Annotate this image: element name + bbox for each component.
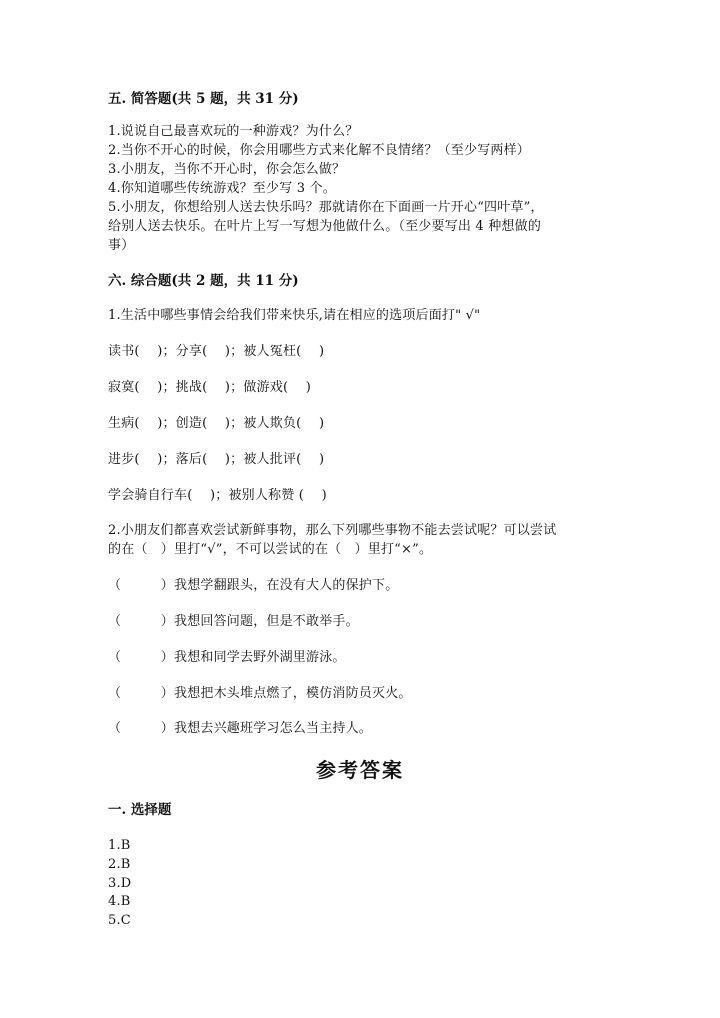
section-5-question-4: 4.你知道哪些传统游戏？至少写 3 个。 (108, 181, 336, 196)
section-6-question-1-prompt: 1.生活中哪些事情会给我们带来快乐,请在相应的选项后面打" √" (108, 308, 481, 323)
answer-key-title: 参考答案 (316, 758, 404, 782)
section-5-question-5-line-3: 事） (108, 238, 135, 253)
answer-item: 3.D (108, 876, 132, 891)
answer-section-1-heading: 一. 选择题 (108, 802, 172, 818)
question-1-row: 生病( )；创造( )；被人欺负( ) (108, 416, 325, 431)
section-5-question-3: 3.小朋友，当你不开心时，你会怎么做？ (108, 162, 346, 177)
question-2-item: （ ）我想和同学去野外湖里游泳。 (108, 650, 346, 665)
question-2-item: （ ）我想学翻跟头，在没有大人的保护下。 (108, 578, 399, 593)
answer-item: 4.B (108, 894, 131, 909)
section-6-heading: 六. 综合题(共 2 题，共 11 分) (108, 273, 299, 289)
section-5-question-5-line-2: 给别人送去快乐。在叶片上写一写想为他做什么。（至少要写出 4 种想做的 (108, 219, 542, 234)
answer-item: 5.C (108, 913, 131, 928)
section-5-heading: 五. 简答题(共 5 题，共 31 分) (108, 91, 299, 107)
section-6-question-2-prompt-line-2: 的在（ ）里打“√”，不可以尝试的在（ ）里打“×”。 (108, 542, 433, 557)
section-5-question-1: 1.说说自己最喜欢玩的一种游戏？为什么？ (108, 124, 359, 139)
section-6-question-2-prompt: 2.小朋友们都喜欢尝试新鲜事物，那么下列哪些事物不能去尝试呢？可以尝试 (108, 523, 557, 538)
question-1-row: 寂寞( )；挑战( )；做游戏( ) (108, 380, 312, 395)
answer-item: 2.B (108, 857, 131, 872)
section-5-question-2: 2.当你不开心的时候，你会用哪些方式来化解不良情绪？（至少写两样） (108, 143, 531, 158)
question-2-item: （ ）我想去兴趣班学习怎么当主持人。 (108, 721, 373, 736)
question-2-item: （ ）我想把木头堆点燃了，模仿消防员灭火。 (108, 686, 412, 701)
section-5-question-5: 5.小朋友，你想给别人送去快乐吗？那就请你在下面画一片开心“四叶草”， (108, 200, 544, 215)
question-2-item: （ ）我想回答问题，但是不敢举手。 (108, 614, 359, 629)
question-1-row: 读书( )；分享( )；被人冤枉( ) (108, 344, 325, 359)
question-1-row: 进步( )；落后( )；被人批评( ) (108, 452, 325, 467)
question-1-row: 学会骑自行车( )；被别人称赞 ( ) (108, 488, 327, 503)
answer-item: 1.B (108, 838, 131, 853)
